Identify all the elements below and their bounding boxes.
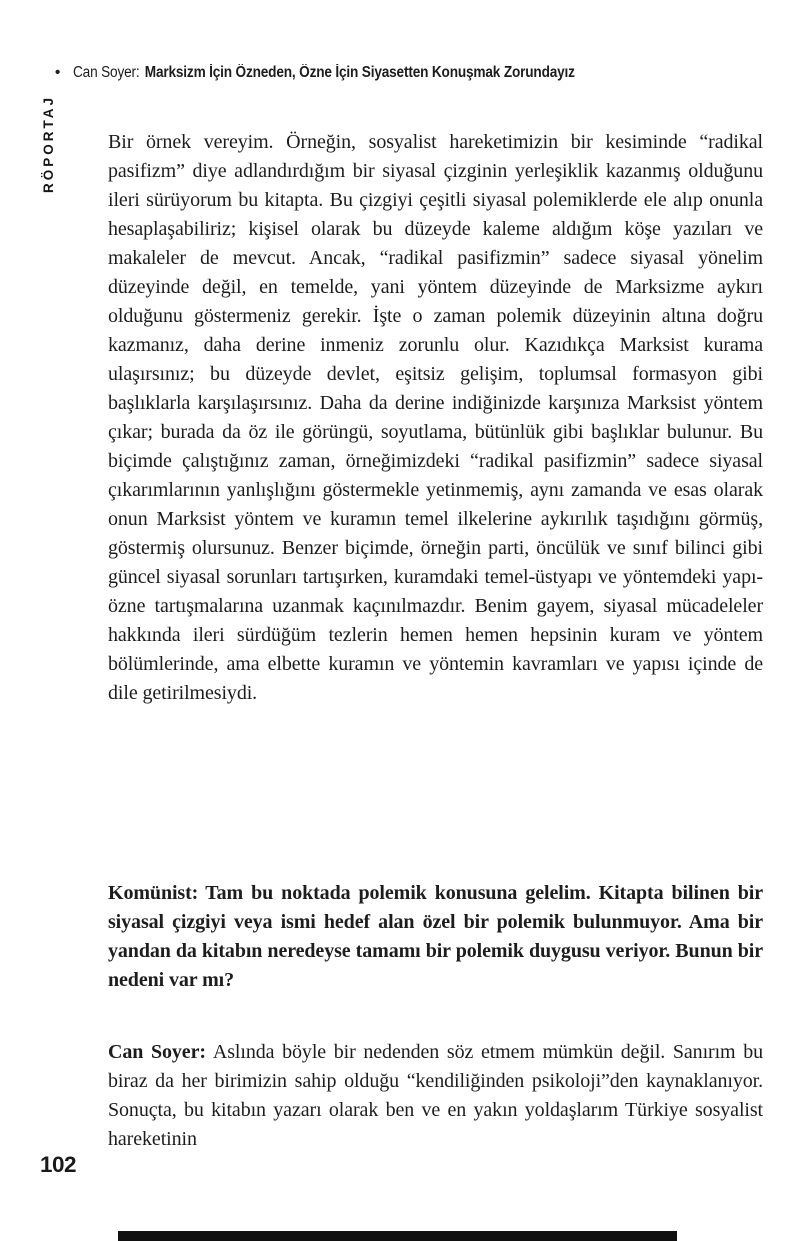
- header-title: Marksizm İçin Özneden, Özne İçin Siyasetten Konuşmak Zorundayız: [145, 64, 576, 81]
- running-header: [55, 64, 644, 82]
- answer-text: Aslında böyle bir nedenden söz etmem mümkün değil. Sanırım bu biraz da her birimizin sahip olduğu “kendiliğinden psikoloji”den kaynaklanıyor. Sonuçta, bu kitabın yazarı olarak ben ve en yakın yoldaşlarım Türkiye sosyalist hareketinin: [108, 1041, 763, 1150]
- bullet-icon: •: [55, 64, 61, 81]
- interview-question: [108, 879, 763, 995]
- interview-answer: [108, 1038, 763, 1154]
- page-number: 102: [40, 1152, 77, 1177]
- section-label-roportaj: RÖPORTAJ: [41, 95, 56, 194]
- question-text: Tam bu noktada polemik konusuna gelelim. Kitapta bilinen bir siyasal çizgiyi veya ismi hedef alan özel bir polemik bulunmuyor. Ama bir yandan da kitabın neredeyse tamamı bir polemik duygusu veriyor. Bunun bir nedeni var mı?: [108, 882, 763, 991]
- next-page-header-band: [118, 1231, 677, 1241]
- question-speaker-label: Komünist:: [108, 882, 199, 904]
- answer-paragraph-continued: Bir örnek vereyim. Örneğin, sosyalist hareketimizin bir kesiminde “radikal pasifizm” diye adlandırdığım bir siyasal çizginin yerleşiklik kazanmış olduğunu ileri sürüyorum bu kitapta. Bu çizgiyi çeşitli siyasal polemiklerde ele alıp onunla hesaplaşabiliriz; kişisel olarak bu düzeyde kaleme aldığım köşe yazıları ve makaleler de mevcut. Ancak, “radikal pasifizmin” sadece siyasal yönelim düzeyinde değil, en temelde, yani yöntem düzeyinde de Marksizme aykırı olduğunu göstermeniz gerekir. İşte o zaman polemik düzeyinin altına doğru kazmanız, daha derine inmeniz zorunlu olur. Kazıdıkça Marksist kurama ulaşırsınız; bu düzeyde devlet, eşitsiz gelişim, toplumsal formasyon gibi başlıklarla karşılaşırsınız. Daha da derine indiğinizde karşınıza Marksist yöntem çıkar; burada da öz ile görüngü, soyutlama, bütünlük gibi başlıklar bulunur. Bu biçimde çalıştığınız zaman, örneğimizdeki “radikal pasifizmin” sadece siyasal çıkarımlarının yanlışlığını göstermekle yetinmemiş, aynı zamanda ve esas olarak onun Marksist yöntem ve kuramın temel ilkelerine aykırılık taşıdığını görmüş, göstermiş olursunuz. Benzer biçimde, örneğin parti, öncülük ve sınıf bilinci gibi güncel siyasal sorunları tartışırken, kuramdaki temel-üstyapı ve yöntemdeki yapı-özne tartışmalarına uzanmak kaçınılmazdır. Benim gayem, siyasal mücadeleler hakkında ileri sürdüğüm tezlerin hemen hemen hepsinin kuram ve yöntem bölümlerinde, ama elbette kuramın ve yöntemin kavramları ve yapısı içinde de dile getirilmesiydi.: [108, 131, 763, 704]
- header-speaker: Can Soyer:: [73, 64, 140, 81]
- answer-speaker-label: Can Soyer:: [108, 1041, 206, 1063]
- running-header-text: [73, 64, 575, 82]
